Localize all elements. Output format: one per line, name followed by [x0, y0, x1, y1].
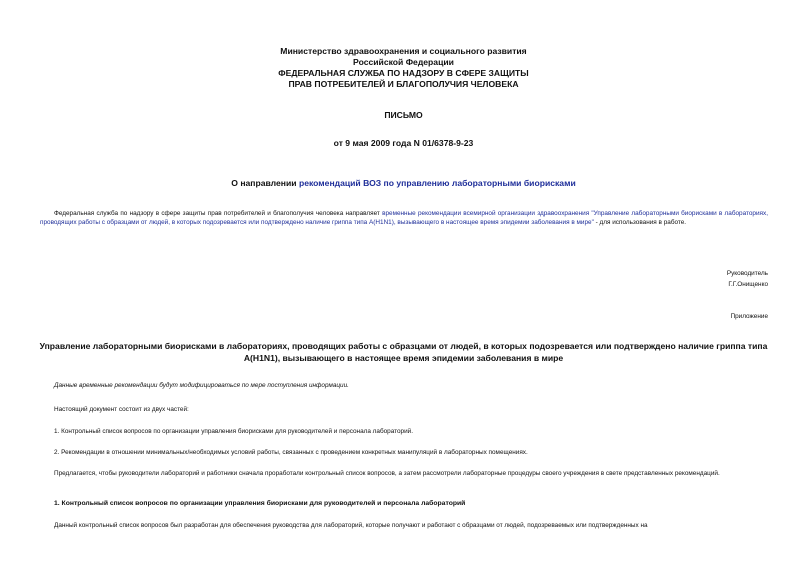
list-item-2: 2. Рекомендации в отношении минимальных/необходимых условий работы, связанных с проведением конкретных манипуляций в лабораторных помещениях. — [54, 449, 528, 456]
checklist-intro-text: Данный контрольный список вопросов был разработан для обеспечения руководства для лабораторий, которые получают и работают с образцами от людей, подозреваемых или подтвержденных на — [54, 522, 648, 529]
service-line-1: ФЕДЕРАЛЬНАЯ СЛУЖБА ПО НАДЗОРУ В СФЕРЕ ЗАЩИТЫ — [278, 68, 529, 78]
list-item-1: 1. Контрольный список вопросов по организации управления биорисками для руководителей и персонала лабораторий. — [54, 428, 414, 435]
ministry-line-2: Российской Федерации — [353, 57, 454, 67]
signature-name: Г.Г.Онищенко — [728, 281, 768, 288]
paragraph-temporary-note: Данные временные рекомендации будут модифицироваться по мере поступления информации. — [54, 382, 349, 389]
intro-paragraph — [40, 209, 768, 227]
signature-role: Руководитель — [726, 270, 768, 277]
document-subject — [0, 178, 807, 189]
appendix-title: Управление лабораторными биорисками в лабораториях, проводящих работы с образцами от людей, в которых подозревается или подтверждено наличие гриппа типа A(H1N1), вызывающего в настоящее время эпидемии заболевания в мире — [39, 341, 768, 363]
paragraph-proposal — [40, 469, 768, 478]
appendix-label: Приложение — [730, 313, 768, 320]
intro-text-end: - для использования в работе. — [593, 219, 687, 226]
paragraph-checklist-intro — [40, 521, 768, 530]
recommendations-link[interactable]: временные рекомендации всемирной организации здравоохранения "Управление лабораторными биорисками в лабораториях, проводящих работы с образцами от людей, в которых подозревается или подтверждено наличие гриппа типа A(H1N1), вызывающего в настоящее время эпидемии заболевания в мире" — [40, 210, 768, 226]
subject-link[interactable]: рекомендаций ВОЗ по управлению лабораторными биорисками — [298, 178, 576, 188]
section-1-title: 1. Контрольный список вопросов по организации управления биорисками для руководителей и персонала лабораторий — [54, 500, 466, 507]
document-date-number: от 9 мая 2009 года N 01/6378-9-23 — [333, 138, 474, 148]
service-line-2: ПРАВ ПОТРЕБИТЕЛЕЙ И БЛАГОПОЛУЧИЯ ЧЕЛОВЕКА — [288, 79, 519, 89]
proposal-text: Предлагается, чтобы руководители лабораторий и работники сначала проработали контрольный список вопросов, а затем рассмотрели лабораторные процедуры своего учреждения в свете представленных рекомендаций. — [54, 470, 720, 477]
document-type: ПИСЬМО — [384, 110, 423, 120]
subject-prefix: О направлении — [231, 178, 299, 188]
ministry-line-1: Министерство здравоохранения и социального развития — [280, 46, 527, 56]
intro-text-start: Федеральная служба по надзору в сфере защиты прав потребителей и благополучия человека направляет — [54, 210, 383, 217]
paragraph-two-parts: Настоящий документ состоит из двух частей: — [54, 406, 189, 413]
